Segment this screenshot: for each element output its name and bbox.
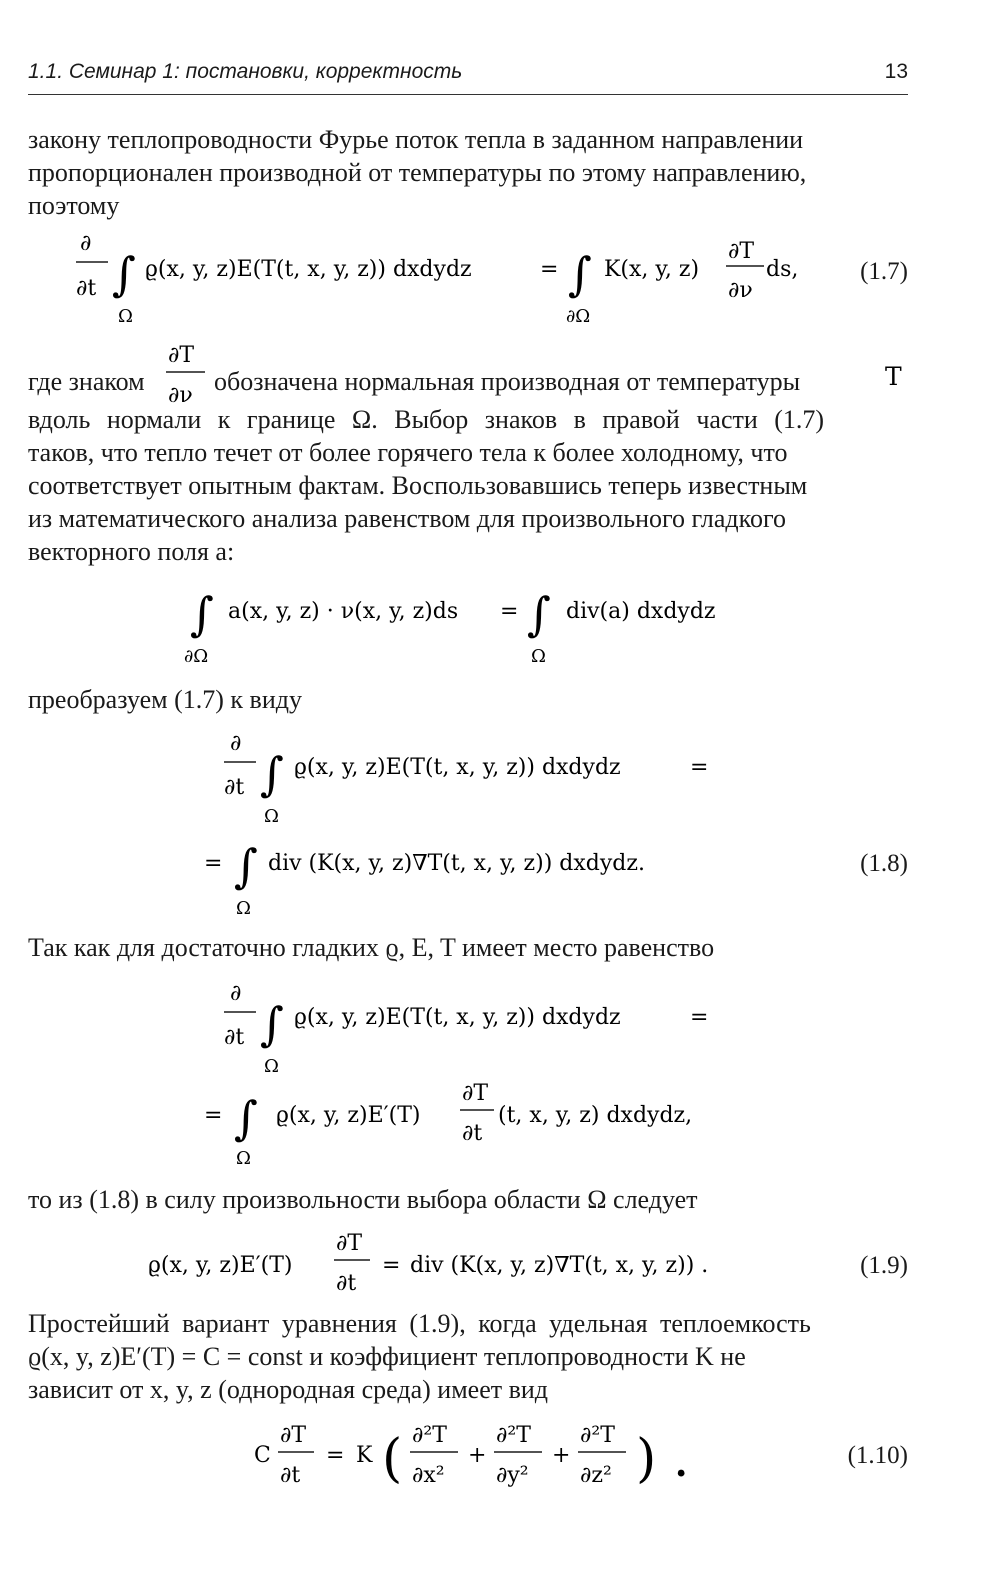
eq17-rhs: K(x, y, z) <box>604 257 700 282</box>
domain-label: Ω <box>264 806 279 827</box>
page-number: 13 <box>884 60 908 83</box>
dT-symbol: ∂T <box>336 1231 363 1256</box>
dnu-symbol: ∂ν <box>168 383 193 408</box>
dT-symbol: ∂T <box>728 239 755 264</box>
K-symbol: K <box>356 1443 373 1468</box>
paragraph-line: то из (1.8) в силу произвольности выбора области Ω следует <box>28 1185 698 1214</box>
paragraph-text: обозначена нормальная производная от температуры <box>214 367 801 396</box>
dnu-symbol: ∂ν <box>728 278 753 303</box>
dT-symbol: ∂T <box>168 343 195 368</box>
paragraph-line: зависит от x, y, z (однородная среда) имеет вид <box>28 1375 549 1404</box>
paragraph-line: вдоль нормали к границе Ω. Выбор знаков в правой части (1.7) <box>28 405 825 434</box>
right-paren: ) . <box>636 1429 690 1489</box>
equals-sign: = <box>690 755 709 780</box>
dT-symbol: ∂T <box>462 1081 489 1106</box>
dt-symbol: ∂t <box>336 1271 357 1296</box>
integral-sign: ∫ <box>527 587 551 641</box>
dT-symbol: ∂T <box>280 1423 307 1448</box>
dy2-symbol: ∂y² <box>496 1463 529 1488</box>
dt-symbol: ∂t <box>462 1121 483 1146</box>
equals-sign: = <box>326 1443 345 1468</box>
ds-symbol: ds, <box>766 257 799 282</box>
paragraph-line: Простейший вариант уравнения (1.9), когда удельная теплоемкость <box>28 1309 811 1338</box>
d2T-symbol: ∂²T <box>412 1423 447 1448</box>
dt-symbol: ∂t <box>224 775 245 800</box>
integral-sign: ∫ <box>568 247 592 301</box>
d2T-symbol: ∂²T <box>580 1423 615 1448</box>
eq17-lhs: ϱ(x, y, z)E(T(t, x, y, z)) dxdydz <box>294 1005 621 1030</box>
equation-1-8 <box>204 731 708 919</box>
eq17-lhs: ϱ(x, y, z)E(T(t, x, y, z)) dxdydz <box>145 257 472 282</box>
paragraph-line: поэтому <box>28 191 120 220</box>
partial-symbol: ∂ <box>230 731 242 756</box>
eq-mid-rhs1: ϱ(x, y, z)E′(T) <box>276 1103 421 1128</box>
paragraph-text: где знаком <box>28 367 145 396</box>
equation-number: (1.9) <box>860 1252 908 1279</box>
dt-symbol: ∂t <box>224 1025 245 1050</box>
integral-sign: ∫ <box>260 747 284 801</box>
paragraph-line: таков, что тепло течет от более горячего тела к более холодному, что <box>28 438 788 467</box>
domain-label: Ω <box>118 306 133 327</box>
equation-1-9 <box>148 1231 708 1296</box>
domain-label: Ω <box>531 646 546 667</box>
gauss-equation <box>184 587 716 667</box>
paragraph-line: векторного поля a: <box>28 537 235 566</box>
paragraph-line: ϱ(x, y, z)E′(T) = C = const и коэффициент теплопроводности K не <box>28 1342 746 1371</box>
d2T-symbol: ∂²T <box>496 1423 531 1448</box>
integral-sign: ∫ <box>112 247 136 301</box>
eq18-rhs: div (K(x, y, z)∇T(t, x, y, z)) dxdydz. <box>268 851 645 876</box>
equals-sign: = <box>500 599 519 624</box>
equation-intermediate <box>204 981 708 1169</box>
plus-sign: + <box>468 1443 487 1468</box>
equals-sign: = <box>204 851 223 876</box>
equation-number: (1.10) <box>847 1442 908 1469</box>
C-symbol: C <box>254 1443 271 1468</box>
plus-sign: + <box>552 1443 571 1468</box>
dt-symbol: ∂t <box>76 276 97 301</box>
eq-mid-rhs2: (t, x, y, z) dxdydz, <box>498 1103 693 1128</box>
domain-label: Ω <box>236 898 251 919</box>
paragraph-line: Так как для достаточно гладких ϱ, E, T имеет место равенство <box>28 933 715 962</box>
boundary-label: ∂Ω <box>566 306 591 327</box>
equals-sign: = <box>690 1005 709 1030</box>
left-paren: ( <box>382 1429 403 1489</box>
dt-symbol: ∂t <box>280 1463 301 1488</box>
eq19-rhs: div (K(x, y, z)∇T(t, x, y, z)) . <box>410 1253 709 1278</box>
dz2-symbol: ∂z² <box>580 1463 612 1488</box>
eq19-lhs: ϱ(x, y, z)E′(T) <box>148 1253 293 1278</box>
equation-1-10 <box>254 1423 689 1489</box>
partial-symbol: ∂ <box>80 231 92 256</box>
dx2-symbol: ∂x² <box>412 1463 445 1488</box>
integral-sign: ∫ <box>234 839 258 893</box>
equation-number: (1.7) <box>860 258 908 285</box>
equals-sign: = <box>382 1253 401 1278</box>
boundary-label: ∂Ω <box>184 646 209 667</box>
running-header: 1.1. Семинар 1: постановки, корректность <box>28 60 463 83</box>
equals-sign: = <box>540 257 559 282</box>
paragraph-line: закону теплопроводности Фурье поток тепла в заданном направлении <box>28 125 804 154</box>
domain-label: Ω <box>236 1148 251 1169</box>
paragraph-line: соответствует опытным фактам. Воспользовавшись теперь известным <box>28 471 808 500</box>
gauss-rhs: div(a) dxdydz <box>566 599 716 624</box>
domain-label: Ω <box>264 1056 279 1077</box>
partial-symbol: ∂ <box>230 981 242 1006</box>
integral-sign: ∫ <box>234 1091 258 1145</box>
equation-number: (1.8) <box>860 850 908 877</box>
equation-1-7 <box>76 231 798 327</box>
paragraph-line: из математического анализа равенством для произвольного гладкого <box>28 504 786 533</box>
paragraph-line: пропорционален производной от температуры по этому направлению, <box>28 158 807 187</box>
T-symbol: T <box>885 362 902 391</box>
integral-sign: ∫ <box>260 997 284 1051</box>
eq17-lhs: ϱ(x, y, z)E(T(t, x, y, z)) dxdydz <box>294 755 621 780</box>
paragraph-line: преобразуем (1.7) к виду <box>28 685 302 714</box>
equals-sign: = <box>204 1103 223 1128</box>
gauss-lhs: a(x, y, z) · ν(x, y, z)ds <box>228 599 459 624</box>
integral-sign: ∫ <box>190 587 214 641</box>
